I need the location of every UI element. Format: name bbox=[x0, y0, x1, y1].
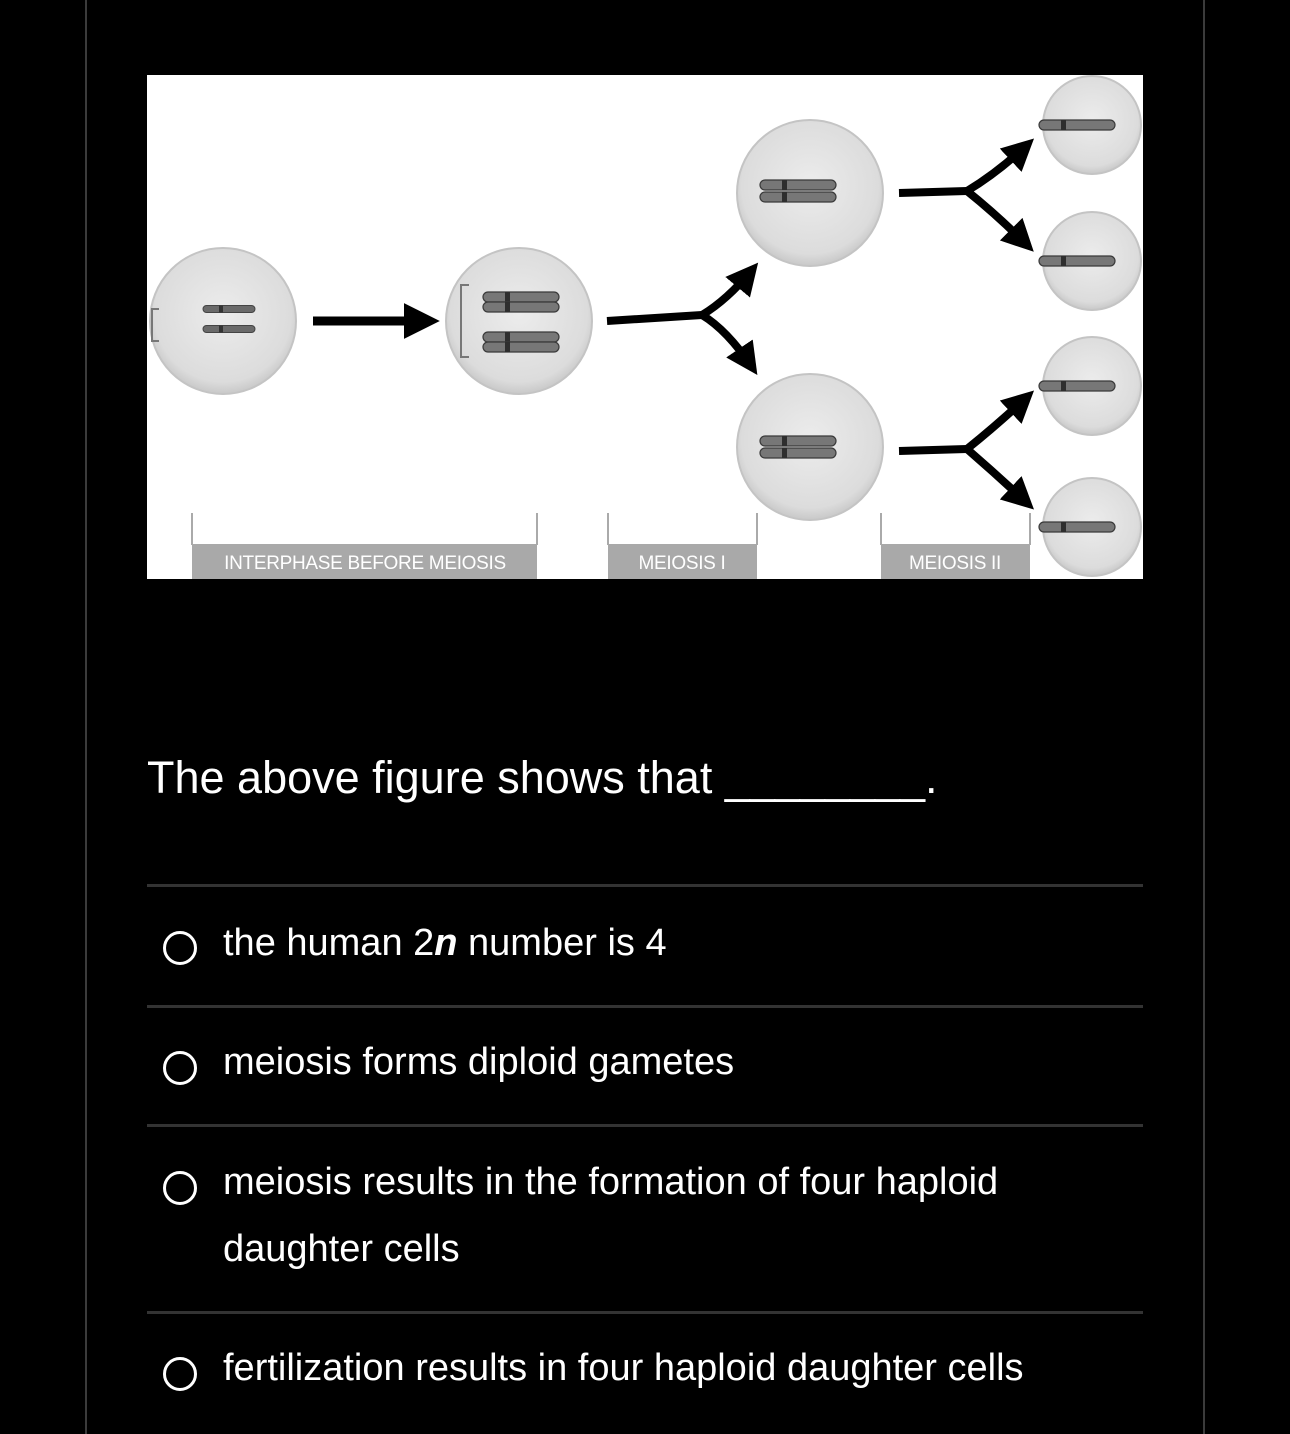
stage-bracket-meiosis-ii bbox=[881, 513, 1030, 579]
answer-option-label: the human 2n number is 4 bbox=[223, 922, 667, 964]
duplicated-cell bbox=[446, 248, 592, 394]
frame-border-left bbox=[85, 0, 87, 1434]
meiosis-i-cell-bottom bbox=[737, 374, 883, 520]
answer-option-1[interactable] bbox=[147, 887, 1143, 1005]
interphase-cell bbox=[150, 248, 296, 394]
radio-button-icon[interactable] bbox=[163, 931, 197, 965]
radio-button-icon[interactable] bbox=[163, 1357, 197, 1391]
answer-option-label: meiosis forms diploid gametes bbox=[223, 1041, 735, 1083]
meiosis-figure bbox=[147, 75, 1143, 579]
frame-border-right bbox=[1203, 0, 1205, 1434]
fork-arrow-icon bbox=[607, 270, 752, 367]
gamete-cell-2 bbox=[1039, 212, 1141, 310]
gamete-cell-4 bbox=[1039, 478, 1141, 576]
stage-label-interphase: INTERPHASE BEFORE MEIOSIS bbox=[224, 553, 506, 574]
answer-option-label: meiosis results in the formation of four haploid daughter cells bbox=[223, 1161, 999, 1270]
answer-option-label: fertilization results in four haploid daughter cells bbox=[223, 1347, 1024, 1389]
radio-button-icon[interactable] bbox=[163, 1051, 197, 1085]
answer-option-4[interactable] bbox=[147, 1314, 1143, 1434]
stage-bracket-meiosis-i bbox=[608, 513, 757, 579]
answer-option-2[interactable] bbox=[147, 1008, 1143, 1124]
answer-option-3[interactable] bbox=[147, 1127, 1143, 1311]
fork-arrow-icon bbox=[899, 397, 1027, 503]
stage-bracket-interphase bbox=[192, 513, 537, 579]
gamete-cell-1 bbox=[1039, 76, 1141, 174]
stage-label-meiosis-ii: MEIOSIS II bbox=[908, 553, 1002, 574]
question-text: The above figure shows that ________. bbox=[147, 752, 938, 803]
fork-arrow-icon bbox=[899, 145, 1027, 245]
meiosis-i-cell-top bbox=[737, 120, 883, 266]
gamete-cell-3 bbox=[1039, 337, 1141, 435]
stage-label-meiosis-i: MEIOSIS I bbox=[638, 553, 726, 574]
radio-button-icon[interactable] bbox=[163, 1171, 197, 1205]
